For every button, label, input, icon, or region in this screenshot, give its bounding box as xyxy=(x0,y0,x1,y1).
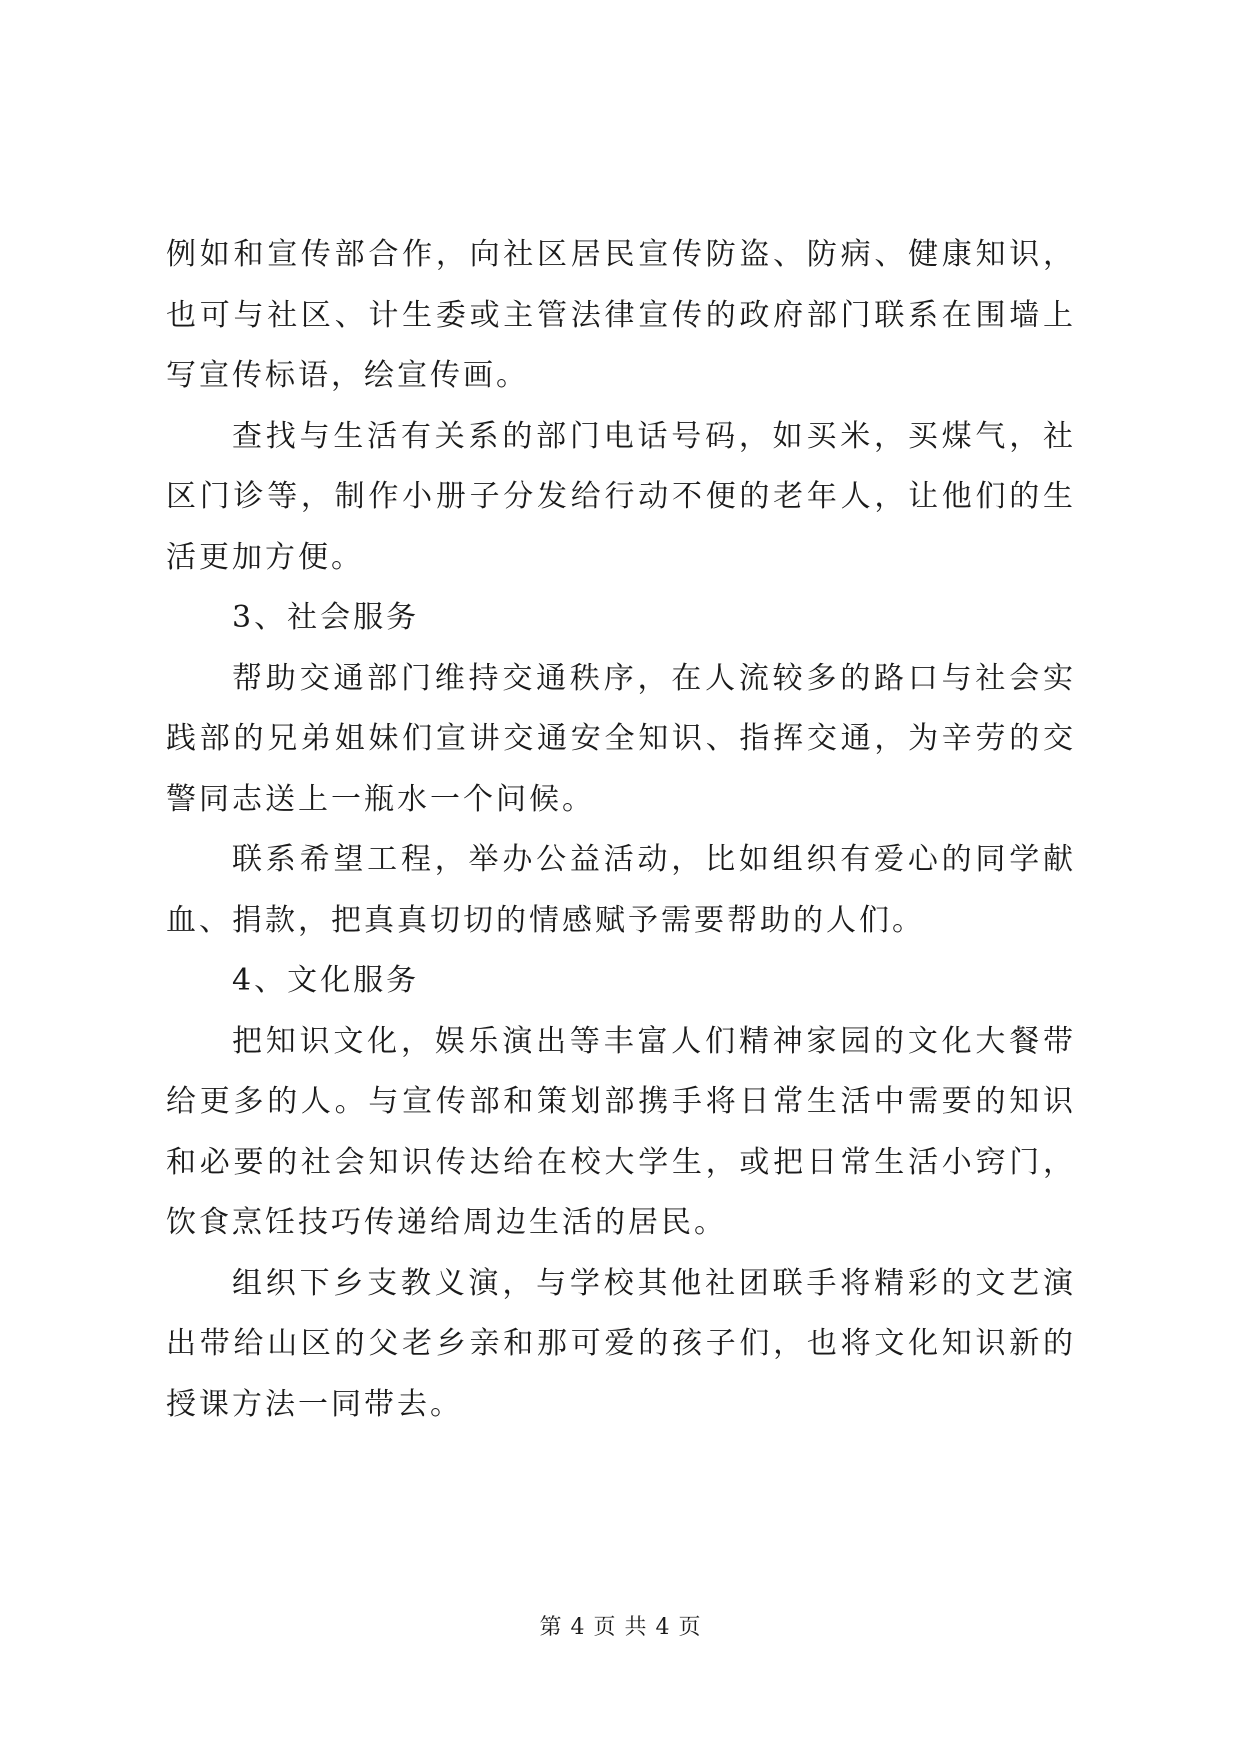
document-body xyxy=(166,225,1076,1435)
section-heading: 3、社会服务 xyxy=(232,600,420,635)
paragraph: 例如和宣传部合作，向社区居民宣传防盗、防病、健康知识，也可与社区、计生委或主管法律宣传的政府部门联系在围墙上写宣传标语，绘宣传画。 xyxy=(166,237,1076,393)
paragraph: 把知识文化，娱乐演出等丰富人们精神家园的文化大餐带给更多的人。与宣传部和策划部携手将日常生活中需要的知识和必要的社会知识传达给在校大学生，或把日常生活小窍门，饮食烹饪技巧传递给周边生活的居民。 xyxy=(166,1023,1076,1240)
page-number-footer: 第 4 页 共 4 页 xyxy=(539,1615,702,1640)
paragraph: 查找与生活有关系的部门电话号码，如买米，买煤气，社区门诊等，制作小册子分发给行动不便的老年人，让他们的生活更加方便。 xyxy=(166,418,1076,575)
paragraph: 组织下乡支教义演，与学校其他社团联手将精彩的文艺演出带给山区的父老乡亲和那可爱的孩子们，也将文化知识新的授课方法一同带去。 xyxy=(166,1265,1076,1422)
section-heading: 4、文化服务 xyxy=(232,963,420,998)
paragraph: 帮助交通部门维持交通秩序，在人流较多的路口与社会实践部的兄弟姐妹们宣讲交通安全知识、指挥交通，为辛劳的交警同志送上一瓶水一个问候。 xyxy=(166,660,1076,817)
paragraph: 联系希望工程，举办公益活动，比如组织有爱心的同学献血、捐款，把真真切切的情感赋予需要帮助的人们。 xyxy=(166,842,1076,938)
